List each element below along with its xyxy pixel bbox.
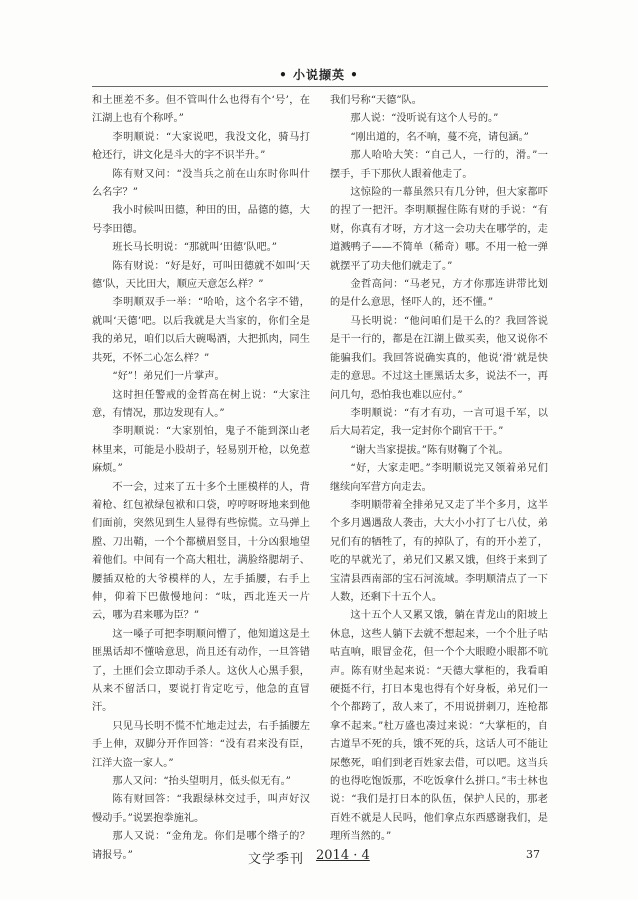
section-header	[0, 64, 638, 84]
paragraph: 那人又说：“金角龙。你们是哪个绺子的？请报号。”	[92, 831, 310, 861]
section-title: • 小说撷英 •	[279, 68, 359, 82]
page-footer	[0, 848, 638, 868]
paragraph: 马长明说：“他问咱们是干么的？我回答说是干一行的，都是在江湖上做买卖，他又说你不能骗我们。我回答说确实真的，他说‘滑’就是快走的意思。不过这土匪黑话太多，说法不一，再问几句，恐怕我也难以应付。”	[330, 315, 548, 401]
paragraph: 这惊险的一幕虽然只有几分钟，但大家都吓的捏了一把汗。李明顺握住陈有财的手说：“有财，你真有才呀，方才这一会功夫在哪学的，走道溅鸭子——不简单（稀奇）哪。不用一枪一弹就摆平了功夫他们就走了。”	[330, 187, 548, 272]
paragraph: 班长马长明说：“那就叫‘田德’队吧。”	[112, 242, 277, 254]
paragraph: 我们号称“天德”队。	[330, 95, 422, 106]
paragraph: 李明顺说：“有才有功，一言可退千军，以后大局若定，我一定封你个副官干干。”	[330, 407, 548, 438]
paragraph: 不一会，过来了五十多个土匪模样的人，背着枪、红包袱绿包袱和口袋，哼哼呀呀地来到他们面前，突然见到生人显得有些惊慌。立马弹上膛、刀出鞘，一个个都横眉竖目，十分凶狠地望着他们。中间有一个高大粗壮，满脸络腮胡子、腰插双枪的大爷模样的人，左手插腰，右手上伸，仰着下巴傲慢地问：“呔，西北连天一片云，哪为君来哪为臣？”	[92, 481, 310, 622]
paragraph: 那人又问：“抬头望明月，低头似无有。”	[112, 776, 291, 788]
paragraph: 只见马长明不慌不忙地走过去，右手插腰左手上伸，双脚分开作回答：“没有君来没有臣，江洋大盗一家人。”	[92, 720, 310, 769]
paragraph: “刚出道的，名不响，蔓不亮，请包涵。”	[350, 131, 529, 143]
paragraph: 这一嗓子可把李明顺问懵了，他知道这是土匪黑话却不懂啥意思，尚且还有动作，一旦答错了，土匪们会立即动手杀人。这伙人心黑手狠，从来不留活口，要说打肯定吃亏，他急的直冒汗。	[92, 628, 310, 714]
page-number: 37	[526, 848, 540, 861]
paragraph: “好”！弟兄们一片掌声。	[112, 371, 225, 383]
paragraph: 金哲高问：“马老兄，方才你那连讲带比划的是什么意思，怪吓人的，还不懂。”	[330, 279, 548, 309]
paragraph: 陈有财又问：“没当兵之前在山东时你叫什么名字？”	[92, 168, 310, 199]
paragraph: 这十五个人又累又饿，躺在青龙山的阳坡上休息，这些人躺下去就不想起来，一个个肚子咕咕直响，眼冒金花，但一个个大眼瞪小眼都不吭声。陈有财坐起来说：“天德大掌柜的，我看咱硬挺不行，打日本鬼也得有个好身板，弟兄们一个个都跨了，敌人来了，不用说拼刺刀，连枪都拿不起来。”杜万盛也凑过来说：“大掌柜的，自古道旱不死的兵，饿不死的兵，这话人可不能让尿憋死，咱们到老百姓家去借，可以吧。这当兵的也得吃饱饭那，不吃饭拿什么拼口。”韦士林也说：“我们是打日本的队伍，保护人民的，那老百姓不就是人民吗，他们拿点东西感谢我们，是理所当然的。”	[330, 610, 548, 843]
journal-name: 文学季刊	[248, 852, 305, 867]
paragraph: “好，大家走吧。”李明顺说完又领着弟兄们继续向军营方向走去。	[330, 463, 548, 493]
header-rule	[92, 86, 548, 87]
paragraph: 陈有财说：“好是好，可叫田德就不如叫‘天德’队，天比田大，顺应天意怎么样？”	[92, 260, 310, 291]
paragraph: 和土匪差不多。但不管叫什么也得有个‘号’，在江湖上也有个称呼。”	[92, 95, 310, 125]
paragraph: 这时担任警戒的金哲高在树上说：“大家注意，有情况，那边发现有人。”	[92, 389, 310, 419]
paragraph: 李明顺带着全排弟兄又走了半个多月，这半个多月遇遇敌人袭击，大大小小打了七八仗，弟兄们有的牺牲了，有的掉队了，有的开小差了，吃的早就光了，弟兄们又累又饿，但终于来到了宝清县西南部的宝石河流域。李明顺清点了一下人数，还剩下十五个人。	[330, 499, 548, 603]
paragraph: 李明顺说：“大家别怕，鬼子不能到深山老林里来，可能是小股胡子，轻易别开枪，以免惹麻烦。”	[92, 426, 310, 475]
paragraph: “谢大当家提拔。”陈有财鞠了个礼。	[350, 444, 509, 456]
paragraph: 那人说：“没听说有这个人号的。”	[350, 113, 499, 125]
paragraph: 那人哈哈大笑：“自己人，一行的，滑。”一摆手，手下那伙人跟着他走了。	[330, 150, 548, 180]
paragraph: 陈有财回答：“我跟绿林交过手，叫声好汉慢动手。”说罢抱拳施礼。	[92, 794, 310, 824]
left-text-column	[92, 92, 310, 865]
paragraph: 李明顺说：“大家说吧，我没文化，骑马打枪还行，讲文化是斗大的字不识半升。”	[92, 131, 310, 162]
right-text-column	[330, 92, 548, 847]
paragraph: 李明顺双手一举：“哈哈，这个名字不错，就叫‘天德’吧。以后我就是大当家的，你们全是我的弟兄，咱们以后大碗喝酒，大把抓肉，同生共死，不怀二心怎么样？”	[92, 297, 310, 364]
paragraph: 我小时候叫田德，种田的田，品德的德，大号李田德。	[92, 205, 310, 235]
issue-number: 2014 · 4	[316, 848, 370, 863]
